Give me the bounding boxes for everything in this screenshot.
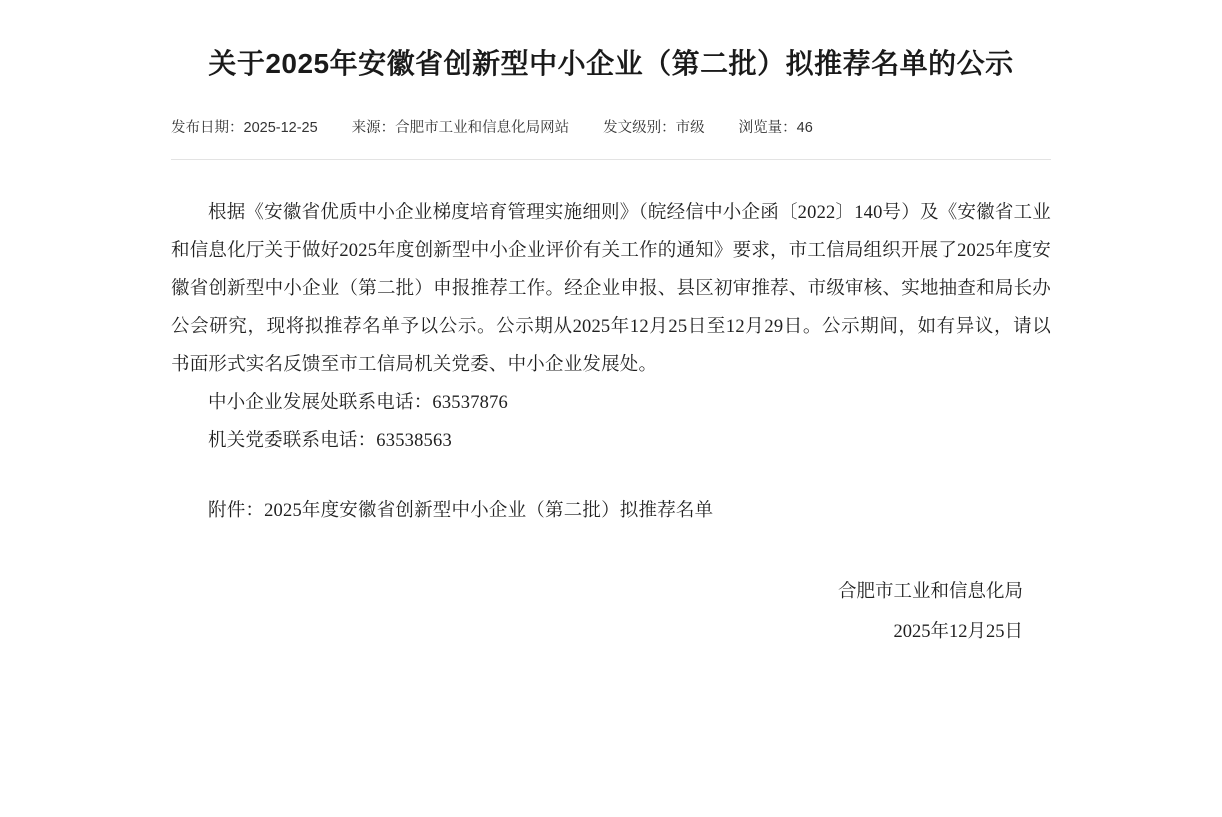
meta-level-label: 发文级别： <box>603 120 676 136</box>
paragraph-spacer <box>171 460 1051 492</box>
meta-source <box>352 116 570 137</box>
meta-source-label: 来源： <box>351 120 396 136</box>
paragraph-attachment: 附件：2025年度安徽省创新型中小企业（第二批）拟推荐名单 <box>208 501 714 521</box>
meta-publish-date-label: 发布日期： <box>171 120 244 136</box>
meta-level <box>603 116 705 137</box>
page-title: 关于2025年安徽省创新型中小企业（第二批）拟推荐名单的公示 <box>208 48 1014 79</box>
meta-views <box>739 116 813 137</box>
meta-source-value: 合肥市工业和信息化局网站 <box>395 120 570 136</box>
meta-publish-date-value: 2025-12-25 <box>243 120 318 136</box>
document-body <box>171 194 1051 530</box>
document-signature <box>171 572 1051 652</box>
document-meta <box>171 116 1051 160</box>
signature-date: 2025年12月25日 <box>893 622 1023 642</box>
meta-publish-date <box>171 116 318 137</box>
meta-level-value: 市级 <box>675 120 705 136</box>
paragraph-contact-party-committee: 机关党委联系电话：63538563 <box>208 431 452 451</box>
document-content <box>171 0 1051 652</box>
signature-organization: 合肥市工业和信息化局 <box>837 582 1023 602</box>
meta-views-value: 46 <box>796 120 813 136</box>
paragraph-main: 根据《安徽省优质中小企业梯度培育管理实施细则》（皖经信中小企函〔2022〕140号）及《安徽省工业和信息化厅关于做好2025年度创新型中小企业评价有关工作的通知》要求，市工信局组织开展了2025年度安徽省创新型中小企业（第二批）申报推荐工作。经企业申报、县区初审推荐、市级审核、实地抽查和局长办公会研究，现将拟推荐名单予以公示。公示期从2025年12月25日至12月29日。公示期间，如有异议，请以书面形式实名反馈至市工信局机关党委、中小企业发展处。 <box>171 203 1051 375</box>
meta-views-label: 浏览量： <box>738 120 797 136</box>
paragraph-contact-development-office: 中小企业发展处联系电话：63537876 <box>208 393 509 413</box>
